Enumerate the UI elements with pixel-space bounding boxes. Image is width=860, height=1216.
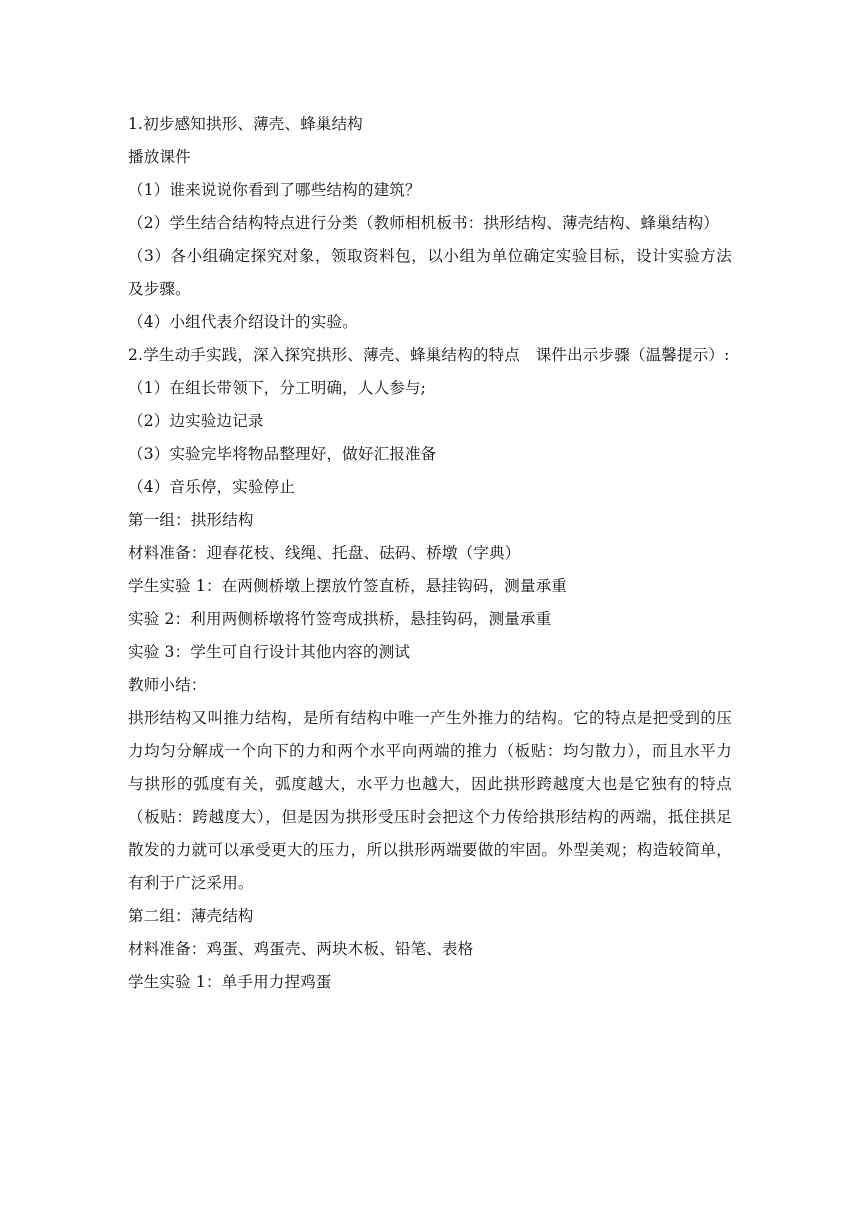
materials-line: 材料准备：迎春花枝、线绳、托盘、砝码、桥墩（字典） — [128, 544, 521, 562]
list-item: （4）音乐停，实验停止 — [128, 478, 296, 496]
paragraph: 播放课件 — [128, 148, 191, 166]
section-heading-2: 2.学生动手实践，深入探究拱形、薄壳、蜂巢结构的特点 课件出示步骤（温馨提示）: — [128, 346, 730, 364]
experiment-line: 实验 2：利用两侧桥墩将竹签弯成拱桥，悬挂钩码，测量承重 — [128, 610, 552, 628]
list-item: （3）各小组确定探究对象，领取资料包，以小组为单位确定实验目标，设计实验方法及步骤。 — [128, 247, 732, 298]
summary-heading: 教师小结： — [128, 676, 207, 694]
summary-paragraph: 拱形结构又叫推力结构，是所有结构中唯一产生外推力的结构。它的特点是把受到的压力均匀分解成一个向下的力和两个水平向两端的推力（板贴：均匀散力），而且水平力与拱形的弧度有关，弧度越大，水平力也越大，因此拱形跨越度大也是它独有的特点（板贴：跨越度大），但是因为拱形受压时会把这个力传给拱形结构的两端，抵住拱足散发的力就可以承受更大的压力，所以拱形两端要做的牢固。外型美观；构造较简单，有利于广泛采用。 — [128, 709, 732, 892]
group-heading-2: 第二组：薄壳结构 — [128, 907, 254, 925]
experiment-line: 学生实验 1：在两侧桥墩上摆放竹签直桥，悬挂钩码，测量承重 — [128, 577, 568, 595]
list-item: （2）学生结合结构特点进行分类（教师相机板书：拱形结构、薄壳结构、蜂巢结构） — [128, 214, 719, 232]
experiment-line: 学生实验 1：单手用力捏鸡蛋 — [128, 973, 332, 991]
list-item: （3）实验完毕将物品整理好，做好汇报准备 — [128, 445, 437, 463]
list-item: （4）小组代表介绍设计的实验。 — [128, 313, 358, 331]
list-item: （2）边实验边记录 — [128, 412, 264, 430]
group-heading-1: 第一组：拱形结构 — [128, 511, 254, 529]
list-item: （1）在组长带领下，分工明确，人人参与; — [128, 379, 427, 397]
experiment-line: 实验 3：学生可自行设计其他内容的测试 — [128, 643, 411, 661]
list-item: （1）谁来说说你看到了哪些结构的建筑？ — [128, 181, 421, 199]
section-heading-1: 1.初步感知拱形、薄壳、蜂巢结构 — [128, 115, 363, 133]
document-body — [128, 108, 732, 999]
materials-line: 材料准备：鸡蛋、鸡蛋壳、两块木板、铅笔、表格 — [128, 940, 474, 958]
